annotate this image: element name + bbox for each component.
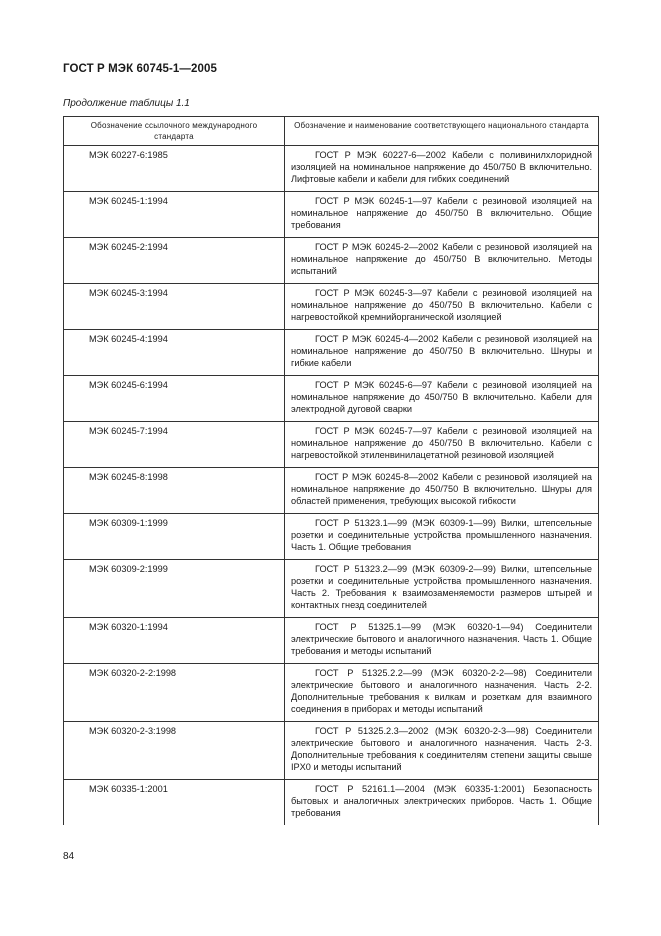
table-row	[64, 514, 599, 560]
national-standard-cell: ГОСТ Р МЭК 60245-2—2002 Кабели с резиновой изоляцией на номинальное напряжение до 450/750 В включительно. Методы испытаний	[285, 238, 599, 284]
reference-standard-cell: МЭК 60335-1:2001	[64, 780, 285, 826]
table-caption: Продолжение таблицы 1.1	[63, 98, 190, 109]
national-standard-cell: ГОСТ Р 52161.1—2004 (МЭК 60335-1:2001) Безопасность бытовых и аналогичных электрических приборов. Часть 1. Общие требования	[285, 780, 599, 826]
national-standard-cell: ГОСТ Р 51325.1—99 (МЭК 60320-1—94) Соединители электрические бытового и аналогичного назначения. Часть 1. Общие требования и методы испытаний	[285, 618, 599, 664]
reference-standard-cell: МЭК 60309-1:1999	[64, 514, 285, 560]
document-title: ГОСТ Р МЭК 60745-1—2005	[63, 63, 217, 75]
reference-standard-cell: МЭК 60227-6:1985	[64, 146, 285, 192]
table-row	[64, 618, 599, 664]
national-standard-cell: ГОСТ Р МЭК 60245-8—2002 Кабели с резиновой изоляцией на номинальное напряжение до 450/750 В включительно. Шнуры для областей применения, требующих высокой гибкости	[285, 468, 599, 514]
page-number: 84	[63, 851, 75, 862]
table-row	[64, 560, 599, 618]
table-row	[64, 664, 599, 722]
reference-standard-cell: МЭК 60245-8:1998	[64, 468, 285, 514]
column-header-national: Обозначение и наименование соответствующего национального стандарта	[285, 117, 599, 146]
national-standard-cell: ГОСТ Р 51323.2—99 (МЭК 60309-2—99) Вилки, штепсельные розетки и соединительные устройства промышленного назначения. Часть 2. Требования к взаимозаменяемости размеров штырей и контактных гнезд соединителей	[285, 560, 599, 618]
reference-standard-cell: МЭК 60245-3:1994	[64, 284, 285, 330]
table-row	[64, 422, 599, 468]
table-row	[64, 146, 599, 192]
national-standard-cell: ГОСТ Р 51325.2.2—99 (МЭК 60320-2-2—98) Соединители электрические бытового и аналогичного назначения. Часть 2-2. Дополнительные требования к вилкам и розеткам для взаимного соединения в приборах и методы испытаний	[285, 664, 599, 722]
table-row	[64, 780, 599, 826]
table-row	[64, 192, 599, 238]
table-row	[64, 722, 599, 780]
column-header-international: Обозначение ссылочного международного стандарта	[64, 117, 285, 146]
national-standard-cell: ГОСТ Р МЭК 60245-3—97 Кабели с резиновой изоляцией на номинальное напряжение до 450/750 В включительно. Кабели с нагревостойкой кремнийорганической изоляцией	[285, 284, 599, 330]
table-row	[64, 330, 599, 376]
table-row	[64, 238, 599, 284]
reference-standard-cell: МЭК 60320-1:1994	[64, 618, 285, 664]
table-row	[64, 468, 599, 514]
reference-standard-cell: МЭК 60320-2-2:1998	[64, 664, 285, 722]
reference-standard-cell: МЭК 60309-2:1999	[64, 560, 285, 618]
reference-standard-cell: МЭК 60245-6:1994	[64, 376, 285, 422]
national-standard-cell: ГОСТ Р МЭК 60245-1—97 Кабели с резиновой изоляцией на номинальное напряжение до 450/750 В включительно. Общие требования	[285, 192, 599, 238]
national-standard-cell: ГОСТ Р МЭК 60245-4—2002 Кабели с резиновой изоляцией на номинальное напряжение до 450/750 В включительно. Шнуры и гибкие кабели	[285, 330, 599, 376]
national-standard-cell: ГОСТ Р МЭК 60227-6—2002 Кабели с поливинилхлоридной изоляцией на номинальное напряжение до 450/750 В включительно. Лифтовые кабели и кабели для гибких соединений	[285, 146, 599, 192]
national-standard-cell: ГОСТ Р МЭК 60245-7—97 Кабели с резиновой изоляцией на номинальное напряжение до 450/750 В включительно. Кабели с нагревостойкой этиленвинилацетатной резиновой изоляцией	[285, 422, 599, 468]
national-standard-cell: ГОСТ Р 51323.1—99 (МЭК 60309-1—99) Вилки, штепсельные розетки и соединительные устройства промышленного назначения. Часть 1. Общие требования	[285, 514, 599, 560]
table-row	[64, 376, 599, 422]
national-standard-cell: ГОСТ Р 51325.2.3—2002 (МЭК 60320-2-3—98) Соединители электрические бытового и аналогичного назначения. Часть 2-3. Дополнительные требования к соединителям степени защиты свыше IPX0 и методы испытаний	[285, 722, 599, 780]
reference-standard-cell: МЭК 60245-4:1994	[64, 330, 285, 376]
national-standard-cell: ГОСТ Р МЭК 60245-6—97 Кабели с резиновой изоляцией на номинальное напряжение до 450/750 В включительно. Кабели для электродной дуговой сварки	[285, 376, 599, 422]
reference-standard-cell: МЭК 60245-7:1994	[64, 422, 285, 468]
table-row	[64, 284, 599, 330]
standards-table	[63, 116, 599, 825]
reference-standard-cell: МЭК 60320-2-3:1998	[64, 722, 285, 780]
reference-standard-cell: МЭК 60245-1:1994	[64, 192, 285, 238]
reference-standard-cell: МЭК 60245-2:1994	[64, 238, 285, 284]
table-header-row	[64, 117, 599, 146]
